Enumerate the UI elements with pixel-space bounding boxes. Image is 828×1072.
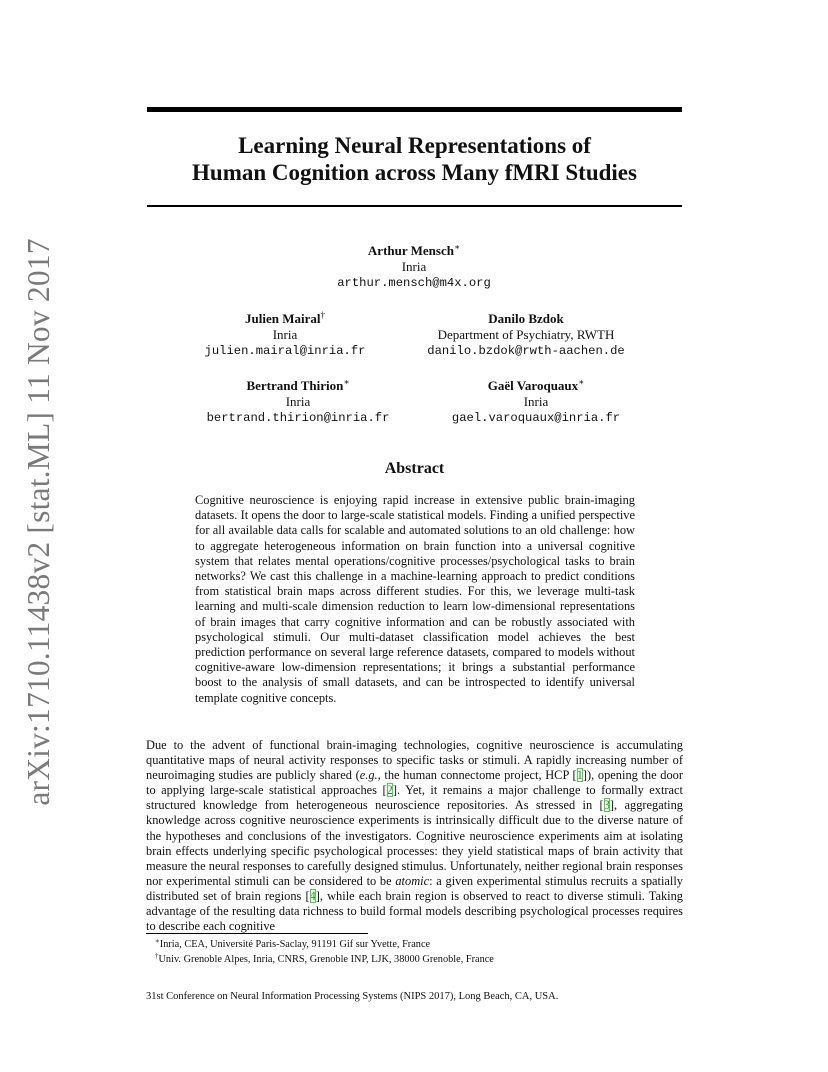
author-affiliation: Inria — [401, 259, 427, 274]
arxiv-identifier-text: arXiv:1710.11438v2 [stat.ML] 11 Nov 2017 — [21, 238, 56, 806]
author-mark: ∗ — [343, 377, 350, 387]
abstract-heading: Abstract — [384, 460, 445, 477]
text-run: ), opening the door to applying large-scale statistical approaches — [146, 768, 683, 798]
text-run: . Yet, it remains a major challenge to formally extract structured knowledge from heterogeneous neuroscience repositories. As stressed in — [146, 783, 684, 813]
author-affiliation: Inria — [272, 327, 298, 342]
author-block-varoquaux — [426, 378, 646, 426]
title-line-2: Human Cognition across Many fMRI Studies — [192, 160, 637, 185]
author-mark: ∗ — [453, 242, 461, 252]
text-run: : a given experimental stimulus recruits a spatially distributed set of brain regions — [146, 873, 683, 903]
text-run: , while each brain region is observed to react to diverse stimuli. Taking advantage of the resulting data richness to build formal models describing psychological processes requires to describe each cognitive — [146, 888, 683, 934]
title-line-1: Learning Neural Representations of — [238, 133, 591, 158]
text-run-italic: e.g., — [359, 768, 381, 783]
footnote-mark: ∗ — [155, 937, 160, 945]
author-affiliation: Inria — [285, 394, 311, 409]
introduction-paragraph — [146, 738, 683, 934]
author-block-bzdok — [416, 311, 636, 359]
author-name: Danilo Bzdok — [488, 311, 564, 326]
author-email[interactable]: bertrand.thirion@inria.fr — [206, 411, 390, 425]
text-run: , aggregating knowledge across cognitive neuroscience experiments is intrinsically difficult due to the diverse nature of the hypotheses and conclusions of the investigators. Cognitive neuroscience experiments aim at isolating brain effects underlying specific psychological processes: they yield statistical maps of brain activity that measure the neural responses to carefully designed stimulus. Unfortunately, neither regional brain responses nor experimental stimuli can be considered to be — [146, 798, 683, 888]
footnote-2 — [155, 953, 494, 966]
author-mark: ∗ — [578, 377, 585, 387]
footnote-text: Inria, CEA, Université Paris-Saclay, 91191 Gif sur Yvette, France — [159, 939, 431, 950]
author-email[interactable]: julien.mairal@inria.fr — [204, 344, 366, 358]
author-affiliation: Inria — [523, 394, 549, 409]
citation-link-1[interactable] — [573, 768, 587, 782]
text-run: the human connectome project, HCP — [380, 768, 573, 783]
text-run-italic: atomic — [395, 873, 430, 888]
author-email[interactable]: gael.varoquaux@inria.fr — [451, 411, 621, 425]
author-email[interactable]: danilo.bzdok@rwth-aachen.de — [427, 344, 625, 358]
paper-title — [147, 132, 682, 186]
abstract-text: Cognitive neuroscience is enjoying rapid increase in extensive public brain-imaging datasets. It opens the door to large-scale statistical models. Finding a unified perspective for all available data calls for scalable and automated solutions to an old challenge: how to aggregate heterogeneous information on brain function into a universal cognitive system that relates mental operations/cognitive processes/psychological tasks to brain networks? We cast this challenge in a machine-learning approach to predict conditions from statistical brain maps across different studies. For this, we leverage multi-task learning and multi-scale dimension reduction to learn low-dimensional representations of brain images that carry cognitive information and can be robustly associated with psychological stimuli. Our multi-dataset classification model achieves the best prediction performance on several large reference datasets, compared to models without cognitive-aware low-dimension representations; it brings a substantial performance boost to the analysis of small datasets, and can be introspected to identify universal template cognitive concepts. — [195, 493, 635, 705]
citation-link-3[interactable] — [600, 798, 614, 812]
text-run: Due to the advent of functional brain-imaging technologies, cognitive neuroscience is accumulating quantitative maps of neural activity responses to specific tasks or stimuli. A rapidly increasing number of neuroimaging studies are publicly shared ( — [146, 738, 683, 783]
conference-note: 31st Conference on Neural Information Processing Systems (NIPS 2017), Long Beach, CA, USA. — [146, 991, 559, 1002]
citation-link-4[interactable] — [305, 889, 319, 903]
author-name: Gaël Varoquaux — [487, 378, 579, 393]
title-top-rule — [147, 107, 682, 112]
citation-number: 1 — [576, 768, 583, 783]
footnote-mark: † — [155, 952, 159, 960]
footnote-1 — [155, 938, 430, 951]
title-bottom-rule — [147, 205, 682, 207]
author-name: Bertrand Thirion — [246, 378, 344, 393]
author-name: Arthur Mensch — [367, 243, 454, 258]
author-mark: † — [320, 310, 325, 320]
author-block-mensch — [314, 243, 514, 291]
author-affiliation: Department of Psychiatry, RWTH — [437, 327, 615, 342]
citation-link-2[interactable] — [383, 783, 397, 797]
footnote-text: Univ. Grenoble Alpes, Inria, CNRS, Grenoble INP, LJK, 38000 Grenoble, France — [158, 954, 494, 965]
citation-number: 2 — [386, 783, 393, 798]
author-email[interactable]: arthur.mensch@m4x.org — [337, 276, 491, 290]
arxiv-identifier — [17, 238, 61, 806]
footnote-rule — [146, 933, 368, 934]
author-name: Julien Mairal — [245, 311, 321, 326]
citation-number: 3 — [603, 798, 610, 813]
author-block-thirion — [185, 378, 411, 426]
citation-number: 4 — [309, 888, 316, 903]
author-block-mairal — [185, 311, 385, 359]
